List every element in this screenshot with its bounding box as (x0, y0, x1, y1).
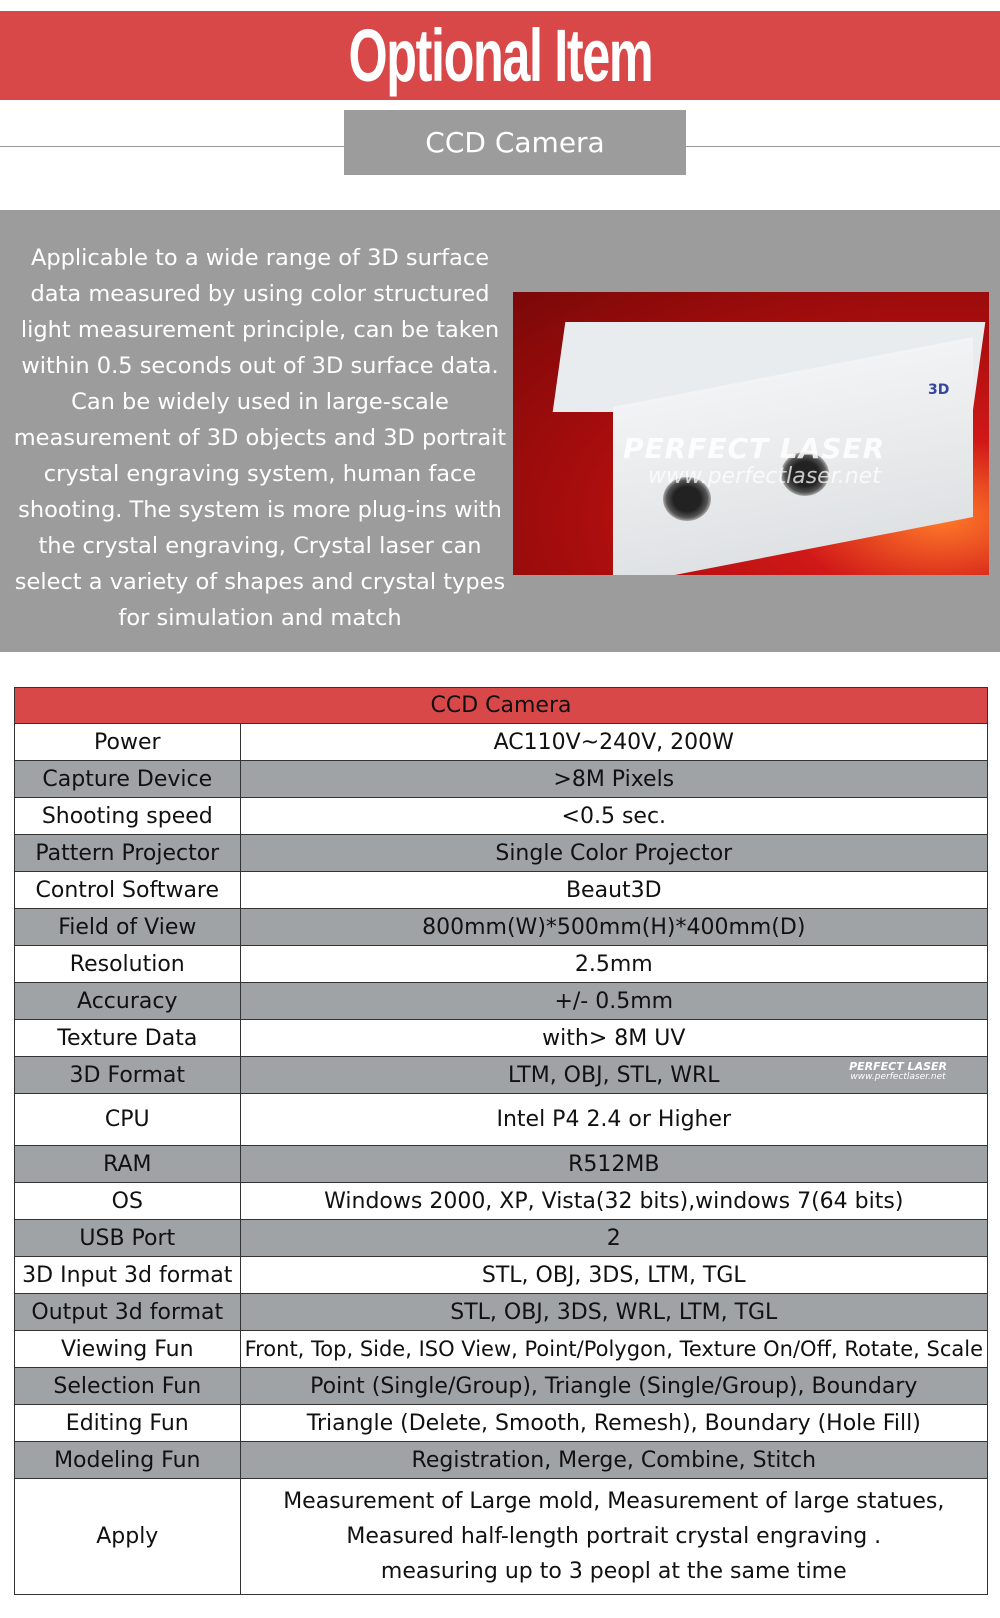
table-row (15, 761, 988, 798)
spec-value (240, 946, 987, 983)
spec-value (240, 798, 987, 835)
table-row (15, 1294, 988, 1331)
spec-value (240, 1405, 987, 1442)
spec-value (240, 835, 987, 872)
spec-value (240, 1146, 987, 1183)
spec-value-text: Windows 2000, XP, Vista(32 bits),windows 7(64 bits) (324, 1188, 904, 1214)
spec-value-text: Front, Top, Side, ISO View, Point/Polygon, Texture On/Off, Rotate, Scale (244, 1337, 983, 1361)
3d-logo-icon: 3D (928, 382, 950, 398)
table-row (15, 1257, 988, 1294)
spec-label: Output 3d format (15, 1294, 241, 1331)
spec-value-text: <0.5 sec. (561, 803, 667, 829)
spec-value-text: Beaut3D (565, 877, 662, 903)
spec-value (240, 872, 987, 909)
spec-label: Pattern Projector (15, 835, 241, 872)
table-row (15, 983, 988, 1020)
spec-value-text: 2 (606, 1225, 621, 1251)
spec-value-text: STL, OBJ, 3DS, WRL, LTM, TGL (450, 1299, 778, 1325)
spec-value (240, 761, 987, 798)
spec-label: 3D Input 3d format (15, 1257, 241, 1294)
spec-label: USB Port (15, 1220, 241, 1257)
spec-label: Texture Data (15, 1020, 241, 1057)
spec-label: Accuracy (15, 983, 241, 1020)
spec-value (240, 1257, 987, 1294)
spec-value-text: R512MB (568, 1151, 660, 1177)
table-row (15, 724, 988, 761)
spec-value-text: with> 8M UV (542, 1025, 686, 1051)
table-row (15, 1442, 988, 1479)
spec-value (240, 1057, 987, 1094)
spec-value-line: measuring up to 3 peopl at the same time (380, 1559, 847, 1584)
table-row (15, 798, 988, 835)
product-description: Applicable to a wide range of 3D surface data measured by using color structured light measurement principle, can be taken within 0.5 seconds out of 3D surface data. Can be widely used in large-scale measurement of 3D objects and 3D portrait crystal engraving system, human face shooting. The system is more plug-ins with the crystal engraving, Crystal laser can select a variety of shapes and crystal types for simulation and match (13, 245, 507, 631)
spec-label: Shooting speed (15, 798, 241, 835)
spec-value (240, 1094, 987, 1146)
spec-label: Capture Device (15, 761, 241, 798)
watermark-brand: PERFECT LASER (849, 1060, 947, 1073)
spec-label: Power (15, 724, 241, 761)
section-label: CCD Camera (344, 110, 686, 175)
spec-label: Control Software (15, 872, 241, 909)
watermark-url: www.perfectlaser.net (648, 464, 881, 489)
table-row (15, 1220, 988, 1257)
spec-value (240, 1331, 987, 1368)
spec-value (240, 1479, 987, 1595)
ccd-camera-photo (513, 292, 989, 575)
spec-value-text: 800mm(W)*500mm(H)*400mm(D) (422, 914, 806, 940)
table-row (15, 909, 988, 946)
spec-value (240, 1020, 987, 1057)
spec-label: Editing Fun (15, 1405, 241, 1442)
table-row (15, 872, 988, 909)
spec-label: Field of View (15, 909, 241, 946)
table-row (15, 1183, 988, 1220)
spec-value-text: LTM, OBJ, STL, WRL (508, 1062, 720, 1088)
spec-value-text: +/- 0.5mm (554, 988, 674, 1014)
table-title: CCD Camera (15, 688, 988, 724)
table-row (15, 946, 988, 983)
spec-label: Apply (15, 1479, 241, 1595)
spec-value (240, 983, 987, 1020)
spec-label: Viewing Fun (15, 1331, 241, 1368)
spec-label: Resolution (15, 946, 241, 983)
table-row (15, 1020, 988, 1057)
spec-value-text: Single Color Projector (495, 840, 733, 866)
spec-value-text: STL, OBJ, 3DS, LTM, TGL (481, 1262, 746, 1288)
watermark-brand: PERFECT LASER (623, 432, 886, 465)
title-banner (0, 11, 1000, 100)
spec-value (240, 724, 987, 761)
table-header-row (15, 688, 988, 724)
table-row (15, 1368, 988, 1405)
spec-label: 3D Format (15, 1057, 241, 1094)
table-row (15, 1094, 988, 1146)
spec-table (14, 687, 988, 1595)
spec-label: RAM (15, 1146, 241, 1183)
spec-value-text: Intel P4 2.4 or Higher (496, 1107, 732, 1132)
spec-value (240, 1220, 987, 1257)
spec-value (240, 909, 987, 946)
spec-value-text: 2.5mm (574, 951, 653, 977)
spec-label: OS (15, 1183, 241, 1220)
table-row (15, 1057, 988, 1094)
table-row (15, 1331, 988, 1368)
spec-value (240, 1183, 987, 1220)
watermark-url: www.perfectlaser.net (850, 1072, 946, 1082)
spec-label: Selection Fun (15, 1368, 241, 1405)
spec-value (240, 1368, 987, 1405)
table-row (15, 1479, 988, 1595)
spec-label: Modeling Fun (15, 1442, 241, 1479)
spec-value-text: Point (Single/Group), Triangle (Single/Group), Boundary (310, 1373, 918, 1399)
spec-value (240, 1294, 987, 1331)
table-row (15, 1405, 988, 1442)
spec-value (240, 1442, 987, 1479)
page-title: Optional Item (348, 14, 652, 97)
table-row (15, 835, 988, 872)
spec-value-line: Measurement of Large mold, Measurement of large statues, (283, 1489, 945, 1514)
spec-value-text: AC110V~240V, 200W (493, 729, 734, 755)
table-watermark (849, 1061, 947, 1083)
spec-value-text: Triangle (Delete, Smooth, Remesh), Boundary (Hole Fill) (306, 1410, 921, 1436)
spec-value-text: Registration, Merge, Combine, Stitch (411, 1447, 817, 1473)
spec-value-line: Measured half-length portrait crystal engraving . (346, 1524, 882, 1549)
intro-section (0, 210, 1000, 652)
table-row (15, 1146, 988, 1183)
spec-label: CPU (15, 1094, 241, 1146)
spec-value-text: >8M Pixels (553, 766, 675, 792)
